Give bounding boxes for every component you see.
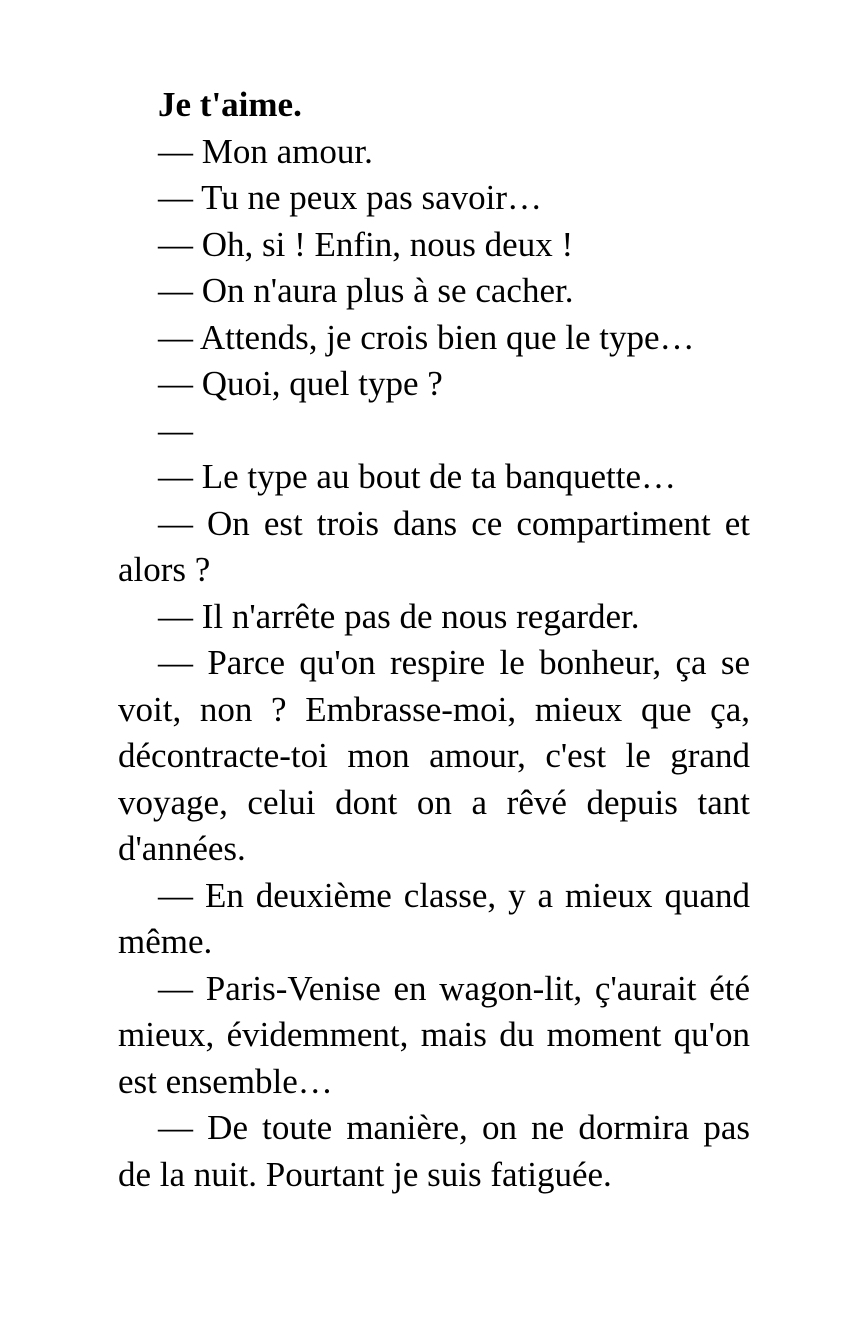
dialogue-line: — On est trois dans ce compartiment et alors ? <box>118 503 750 589</box>
page-body <box>118 82 750 1198</box>
dialogue-line: — De toute manière, on ne dormira pas de la nuit. Pourtant je suis fatiguée. <box>118 1108 750 1194</box>
dialogue-line: — En deuxième classe, y a mieux quand même. <box>118 875 750 961</box>
dialogue-line: — Quoi, quel type ? <box>158 364 443 403</box>
dialogue-line: — On n'aura plus à se cacher. <box>158 271 574 310</box>
opening-line: Je t'aime. <box>158 85 302 124</box>
dialogue-line: — <box>158 410 193 450</box>
dialogue-line: — Parce qu'on respire le bonheur, ça se voit, non ? Embrasse-moi, mieux que ça, décontracte-toi mon amour, c'est le grand voyage, celui dont on a rêvé depuis tant d'années. <box>118 643 750 868</box>
dialogue-line: — Mon amour. <box>158 131 373 171</box>
dialogue-line: — Paris-Venise en wagon-lit, ç'aurait été mieux, évidemment, mais du moment qu'on est ensemble… <box>118 968 750 1101</box>
dialogue-line: — Tu ne peux pas savoir… <box>158 178 543 217</box>
dialogue-line: — Le type au bout de ta banquette… <box>158 457 677 496</box>
dialogue-line: — Il n'arrête pas de nous regarder. <box>158 596 640 636</box>
dialogue-line: — Attends, je crois bien que le type… <box>158 317 695 357</box>
dialogue-line: — Oh, si ! Enfin, nous deux ! <box>158 224 574 264</box>
